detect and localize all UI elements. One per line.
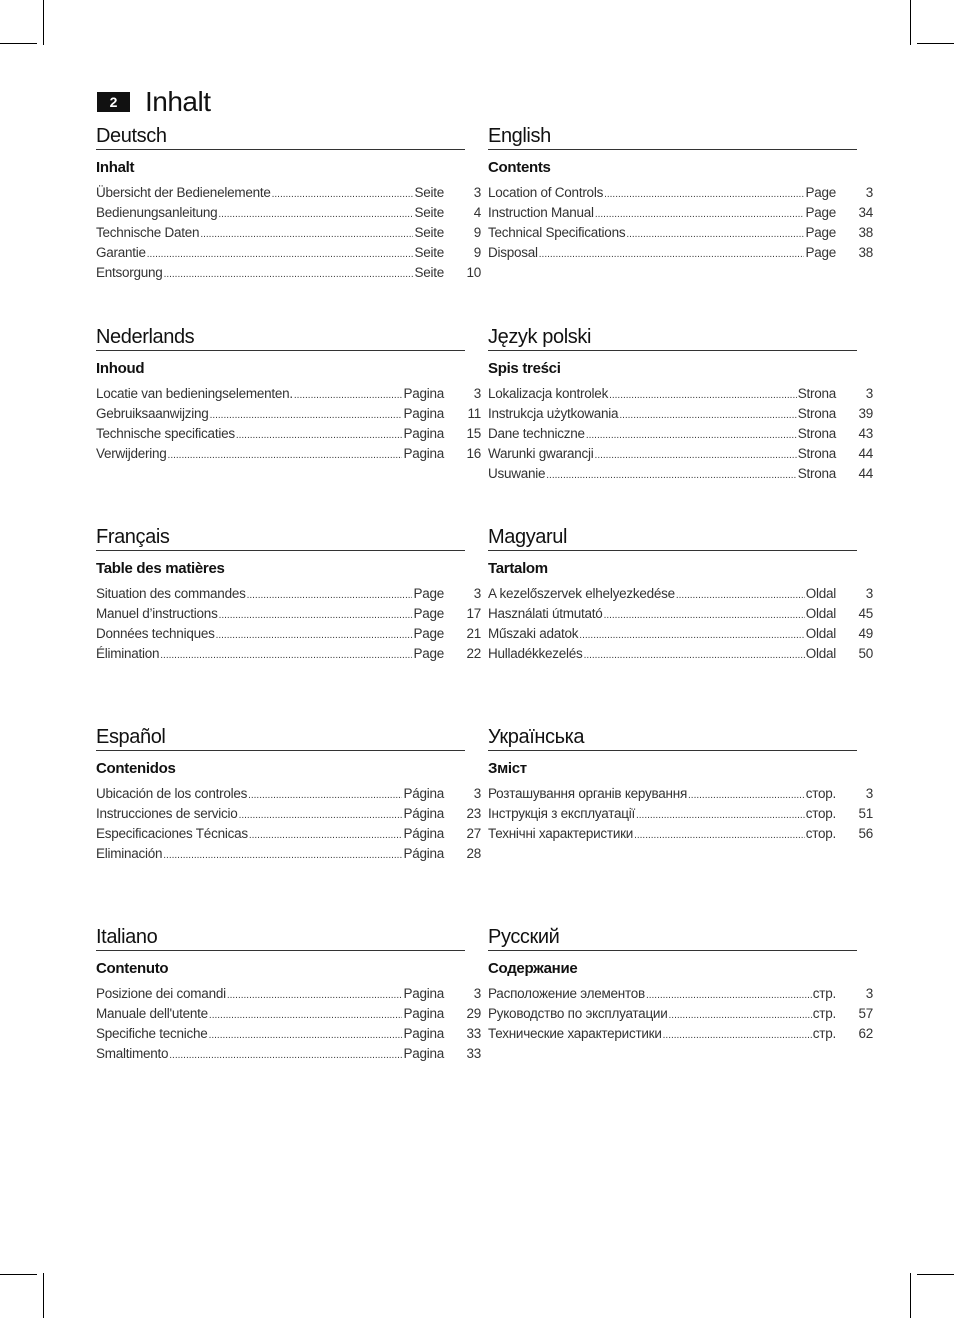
section-subtitle: Contenuto [96,960,169,977]
crop-mark [917,43,954,44]
toc-section [488,122,873,263]
toc-section [96,323,481,464]
toc-section [488,723,873,844]
crop-mark [43,0,44,45]
toc-entry[interactable] [488,804,873,824]
crop-mark [910,0,911,45]
toc-entry-title: Hulladékkezelés [488,646,583,661]
toc-entry[interactable] [488,584,873,604]
toc-entry-page-word: Strona [797,446,836,461]
toc-entry-page-word: Seite [414,185,444,200]
toc-entry-page-word: Page [413,646,444,661]
dot-leader [634,826,805,846]
toc-entry-page-word: Oldal [805,626,836,641]
toc-entry-title: Bedienungsanleitung [96,205,218,220]
toc-entry-title: Disposal [488,245,538,260]
toc-entry-page-number: 23 [466,806,481,821]
dot-leader [209,1006,403,1026]
toc-entry-list [96,384,481,464]
dot-leader [294,386,403,406]
toc-entry[interactable] [96,804,481,824]
toc-entry-page-word: Pagina [403,1046,444,1061]
toc-entry-page-number: 29 [466,1006,481,1021]
toc-entry-page-number: 3 [473,586,481,601]
toc-entry-title: Smaltimento [96,1046,169,1061]
toc-entry-title: Entsorgung [96,265,163,280]
toc-entry-title: Manuel d’instructions [96,606,218,621]
toc-entry[interactable] [488,1024,873,1044]
toc-entry-page-number: 62 [858,1026,873,1041]
toc-entry-list [488,183,873,263]
section-language-heading: Español [96,723,465,751]
toc-entry[interactable] [96,824,481,844]
toc-entry[interactable] [96,784,481,804]
page-number-badge: 2 [97,92,130,112]
toc-entry-page-number: 21 [466,626,481,641]
section-language-heading: Magyarul [488,523,857,551]
section-language-heading: Deutsch [96,122,465,150]
dot-leader [160,646,412,666]
toc-entry-page-number: 33 [466,1046,481,1061]
toc-entry[interactable] [488,644,873,664]
dot-leader [688,786,805,806]
dot-leader [579,626,804,646]
toc-entry-page-number: 9 [473,225,481,240]
toc-entry-title: Dane techniczne [488,426,585,441]
toc-entry-page-number: 27 [466,826,481,841]
toc-entry-page-number: 44 [858,466,873,481]
toc-entry-page-word: стор. [805,806,836,821]
toc-entry-page-number: 38 [858,225,873,240]
toc-entry-title: Eliminación [96,846,163,861]
dot-leader [663,1026,812,1046]
page-title: Inhalt [145,86,211,117]
toc-entry[interactable] [488,183,873,203]
dot-leader [164,265,414,285]
toc-entry-page-number: 50 [858,646,873,661]
toc-entry[interactable] [96,624,481,644]
dot-leader [676,586,805,606]
dot-leader [669,1006,812,1026]
toc-entry[interactable] [488,404,873,424]
crop-mark [0,1274,37,1275]
toc-entry-page-word: Página [403,786,444,801]
dot-leader [248,786,402,806]
toc-entry-page-number: 16 [466,446,481,461]
section-language-heading: Język polski [488,323,857,351]
toc-entry-title: Especificaciones Técnicas [96,826,248,841]
toc-entry-page-word: Pagina [403,446,444,461]
toc-entry-page-word: Strona [797,386,836,401]
toc-entry-title: Technische Daten [96,225,200,240]
toc-section [488,523,873,664]
toc-entry-page-number: 22 [466,646,481,661]
toc-entry-page-number: 3 [865,386,873,401]
toc-entry[interactable] [96,263,481,283]
toc-entry-page-word: Página [403,846,444,861]
toc-entry[interactable] [488,464,873,484]
toc-entry-page-number: 57 [858,1006,873,1021]
toc-entry[interactable] [488,784,873,804]
section-subtitle: Contents [488,159,551,176]
dot-leader [227,986,403,1006]
toc-entry-title: Instruction Manual [488,205,594,220]
toc-entry-page-word: Page [413,626,444,641]
toc-entry-title: Расположение элементов [488,986,645,1001]
crop-mark [910,1273,911,1318]
toc-entry-page-number: 9 [473,245,481,260]
toc-entry-page-word: Strona [797,466,836,481]
toc-entry-page-number: 3 [865,786,873,801]
section-subtitle: Tartalom [488,560,548,577]
toc-entry-title: Élimination [96,646,160,661]
toc-entry-title: Műszaki adatok [488,626,579,641]
dot-leader [619,406,796,426]
toc-entry-page-word: Oldal [805,646,836,661]
toc-entry-page-word: стр. [812,1006,836,1021]
toc-entry-page-word: Pagina [403,986,444,1001]
toc-entry-title: Technical Specifications [488,225,626,240]
toc-entry-page-word: Page [805,185,836,200]
dot-leader [604,606,805,626]
toc-entry-page-word: Strona [797,406,836,421]
toc-entry-title: Lokalizacja kontrolek [488,386,609,401]
section-subtitle: Contenidos [96,760,176,777]
dot-leader [163,846,402,866]
dot-leader [584,646,805,666]
toc-entry-title: Specifiche tecniche [96,1026,208,1041]
toc-entry-page-word: Page [805,205,836,220]
toc-entry[interactable] [96,584,481,604]
toc-entry-title: Instrukcja użytkowania [488,406,619,421]
toc-entry-page-word: Pagina [403,406,444,421]
toc-entry-page-word: стр. [812,986,836,1001]
toc-entry-page-number: 17 [466,606,481,621]
toc-entry[interactable] [96,604,481,624]
toc-entry-list [488,384,873,484]
toc-entry-list [488,784,873,844]
dot-leader [272,185,414,205]
toc-entry-page-word: Oldal [805,606,836,621]
toc-entry-title: Locatie van bedieningselementen. [96,386,293,401]
toc-entry-page-word: Page [805,225,836,240]
toc-entry[interactable] [488,203,873,223]
toc-entry-page-number: 15 [466,426,481,441]
toc-entry-page-number: 28 [466,846,481,861]
toc-entry[interactable] [96,444,481,464]
toc-entry-page-word: Pagina [403,386,444,401]
toc-entry[interactable] [96,183,481,203]
toc-entry-title: Használati útmutató [488,606,603,621]
dot-leader [646,986,812,1006]
toc-entry[interactable] [488,243,873,263]
toc-entry-page-number: 33 [466,1026,481,1041]
toc-entry-title: Руководство по эксплуатации [488,1006,668,1021]
toc-entry-page-number: 3 [473,386,481,401]
toc-entry-page-number: 43 [858,426,873,441]
toc-entry[interactable] [96,844,481,864]
section-subtitle: Содержание [488,960,578,977]
dot-leader [147,245,414,265]
toc-entry-page-word: стр. [812,1026,836,1041]
section-language-heading: Русский [488,923,857,951]
toc-entry-page-word: Oldal [805,586,836,601]
toc-entry-title: Технические характеристики [488,1026,662,1041]
toc-entry-page-number: 4 [473,205,481,220]
crop-mark [0,43,37,44]
toc-entry-list [96,183,481,283]
toc-section [488,923,873,1044]
toc-entry-page-word: стор. [805,786,836,801]
toc-entry-page-word: Página [403,806,444,821]
toc-entry[interactable] [488,1004,873,1024]
dot-leader [636,806,805,826]
section-subtitle: Зміст [488,760,527,777]
toc-entry-page-number: 49 [858,626,873,641]
toc-entry-title: Gebruiksaanwijzing [96,406,209,421]
toc-entry-title: Situation des commandes [96,586,246,601]
toc-entry-page-word: Seite [414,205,444,220]
toc-entry-list [488,984,873,1044]
toc-entry[interactable] [488,824,873,844]
toc-entry[interactable] [96,1044,481,1064]
toc-entry-list [488,584,873,664]
toc-entry-page-word: Pagina [403,1026,444,1041]
toc-entry-page-number: 39 [858,406,873,421]
dot-leader [218,205,413,225]
toc-entry[interactable] [488,984,873,1004]
toc-entry-title: Instrucciones de servicio [96,806,238,821]
toc-entry[interactable] [488,223,873,243]
toc-section [488,323,873,484]
toc-entry[interactable] [96,243,481,263]
toc-entry-title: Übersicht der Bedienelemente [96,185,271,200]
toc-entry-title: Ubicación de los controles [96,786,248,801]
toc-entry-title: Posizione dei comandi [96,986,226,1001]
dot-leader [219,606,413,626]
dot-leader [626,225,804,245]
section-subtitle: Inhalt [96,159,135,176]
toc-entry[interactable] [488,624,873,644]
toc-entry-list [96,784,481,864]
toc-entry-title: Données techniques [96,626,215,641]
dot-leader [595,205,805,225]
dot-leader [609,386,797,406]
toc-entry-page-number: 11 [467,406,481,421]
toc-entry[interactable] [96,1004,481,1024]
toc-entry-page-number: 56 [858,826,873,841]
toc-entry[interactable] [488,424,873,444]
toc-entry-title: Інструкція з експлуатації [488,806,635,821]
toc-entry-list [96,984,481,1064]
section-language-heading: Українська [488,723,857,751]
dot-leader [210,406,403,426]
dot-leader [586,426,797,446]
toc-section [96,923,481,1064]
dot-leader [236,426,403,446]
toc-entry[interactable] [488,604,873,624]
section-subtitle: Spis treści [488,360,561,377]
toc-section [96,523,481,664]
section-language-heading: Français [96,523,465,551]
toc-section [96,122,481,283]
toc-entry-page-number: 3 [865,986,873,1001]
toc-section [96,723,481,864]
toc-entry-title: Technische specificaties [96,426,235,441]
section-subtitle: Table des matières [96,560,225,577]
toc-entry-page-word: Página [403,826,444,841]
toc-entry-title: Garantie [96,245,146,260]
section-language-heading: Nederlands [96,323,465,351]
toc-entry[interactable] [96,404,481,424]
toc-entry-page-number: 3 [473,185,481,200]
toc-entry-title: A kezelőszervek elhelyezkedése [488,586,675,601]
toc-entry-title: Usuwanie [488,466,546,481]
toc-entry[interactable] [96,424,481,444]
dot-leader [209,1026,403,1046]
dot-leader [200,225,413,245]
toc-entry-page-word: Page [805,245,836,260]
toc-entry-title: Розташування органів керування [488,786,688,801]
toc-entry-page-number: 3 [865,185,873,200]
dot-leader [546,466,796,486]
toc-entry-page-number: 51 [858,806,873,821]
toc-entry-title: Manuale dell'utente [96,1006,208,1021]
section-subtitle: Inhoud [96,360,145,377]
toc-entry-page-number: 38 [858,245,873,260]
dot-leader [168,446,403,466]
crop-mark [917,1274,954,1275]
toc-entry-title: Warunki gwarancji [488,446,594,461]
toc-entry-page-word: Page [413,586,444,601]
dot-leader [539,245,805,265]
toc-entry-page-word: Page [413,606,444,621]
toc-entry-page-word: Seite [414,225,444,240]
toc-entry-page-number: 34 [858,205,873,220]
toc-entry[interactable] [96,223,481,243]
toc-entry[interactable] [96,984,481,1004]
toc-entry-list [96,584,481,664]
toc-entry-page-word: Strona [797,426,836,441]
section-language-heading: English [488,122,857,150]
toc-entry[interactable] [96,384,481,404]
toc-entry-page-number: 3 [865,586,873,601]
toc-entry-page-number: 10 [466,265,481,280]
dot-leader [169,1046,402,1066]
toc-entry[interactable] [488,444,873,464]
toc-entry-page-number: 44 [858,446,873,461]
section-language-heading: Italiano [96,923,465,951]
dot-leader [595,446,797,466]
toc-entry[interactable] [488,384,873,404]
toc-entry[interactable] [96,644,481,664]
dot-leader [239,806,403,826]
dot-leader [249,826,403,846]
toc-entry[interactable] [96,203,481,223]
toc-entry-page-word: Seite [414,265,444,280]
dot-leader [216,626,413,646]
toc-entry-page-word: Seite [414,245,444,260]
toc-entry-title: Location of Controls [488,185,604,200]
toc-entry-page-number: 3 [473,986,481,1001]
dot-leader [604,185,804,205]
dot-leader [247,586,413,606]
toc-entry-page-word: Pagina [403,1006,444,1021]
crop-mark [43,1273,44,1318]
toc-entry-page-number: 3 [473,786,481,801]
toc-entry-page-word: Pagina [403,426,444,441]
toc-entry[interactable] [96,1024,481,1044]
toc-entry-title: Verwijdering [96,446,167,461]
toc-entry-page-word: стор. [805,826,836,841]
toc-entry-title: Технічні характеристики [488,826,634,841]
toc-entry-page-number: 45 [858,606,873,621]
